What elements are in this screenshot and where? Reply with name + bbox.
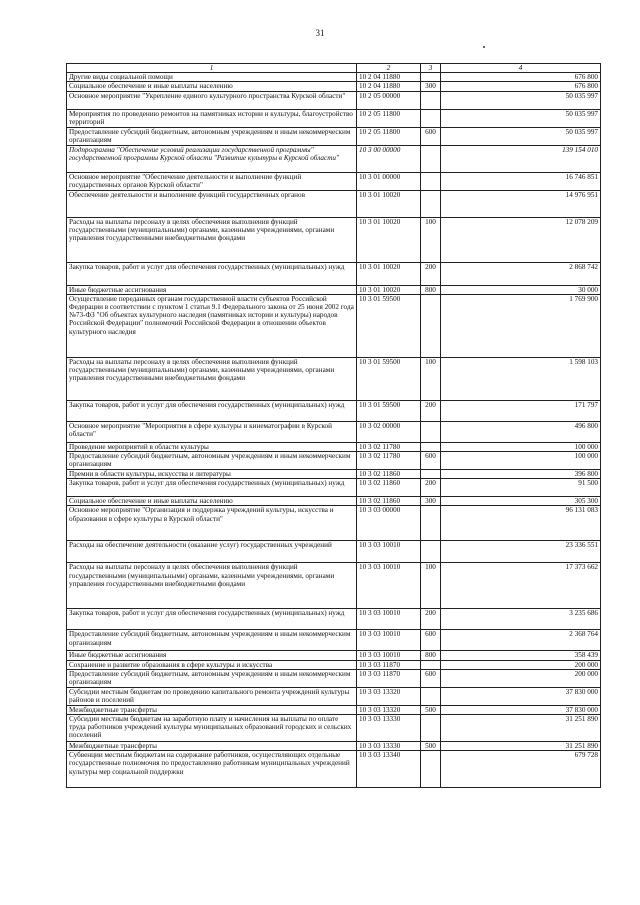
- row-name-cell: Межбюджетные трансферты: [67, 705, 357, 714]
- row-name-cell: Основное мероприятие "Обеспечение деятельности и выполнение функций государственных органов Курской области": [67, 172, 357, 190]
- row-name-cell: Проведение мероприятий в области культуры: [67, 442, 357, 451]
- table-row: [67, 742, 601, 751]
- row-sum-cell: 200 000: [441, 669, 601, 687]
- row-sum-cell: 50 035 997: [441, 109, 601, 127]
- row-code-cell: 10 3 03 10010: [357, 563, 421, 609]
- row-code-cell: 10 2 05 11800: [357, 127, 421, 145]
- budget-table: [66, 63, 601, 788]
- row-code-cell: 10 2 05 11800: [357, 109, 421, 127]
- row-sum-cell: 14 976 951: [441, 190, 601, 217]
- row-vr-cell: 600: [421, 630, 441, 651]
- row-code-cell: 10 3 02 11780: [357, 452, 421, 470]
- table-row: [67, 127, 601, 145]
- table-row: [67, 541, 601, 563]
- row-name-cell: Предоставление субсидий бюджетным, автономным учреждениям и иным некоммерческим организациям: [67, 452, 357, 470]
- row-code-cell: 10 3 03 13330: [357, 742, 421, 751]
- row-name-cell: Субвенции местным бюджетам на содержание работников, осуществляющих отдельные государственные полномочия по предоставлению работникам муниципальных учреждений культуры мер социальной поддержки: [67, 751, 357, 788]
- row-code-cell: 10 3 01 10020: [357, 190, 421, 217]
- row-vr-cell: [421, 541, 441, 563]
- row-vr-cell: [421, 660, 441, 669]
- row-name-cell: Расходы на выплаты персоналу в целях обеспечения выполнения функций государственными (муниципальными) органами, казенными учреждениями, органами управления государственными внебюджетными фондами: [67, 217, 357, 262]
- row-code-cell: 10 3 03 11870: [357, 669, 421, 687]
- table-row: [67, 421, 601, 442]
- row-name-cell: Подпрограмма "Обеспечение условий реализации государственной программы" государственной программы Курской области "Развитие культуры в Курской области": [67, 145, 357, 172]
- row-code-cell: 10 3 03 13320: [357, 705, 421, 714]
- table-row: [67, 442, 601, 451]
- table-row: [67, 497, 601, 506]
- row-vr-cell: [421, 687, 441, 705]
- row-vr-cell: 200: [421, 479, 441, 497]
- table-row: [67, 294, 601, 357]
- row-sum-cell: 2 868 742: [441, 262, 601, 285]
- row-vr-cell: 100: [421, 563, 441, 609]
- row-name-cell: Иные бюджетные ассигнования: [67, 285, 357, 294]
- row-name-cell: Основное мероприятие "Организация и поддержка учреждений культуры, искусства и образования в сфере культуры в Курской области": [67, 506, 357, 541]
- row-name-cell: Осуществление переданных органам государственной власти субъектов Российской Федерации в соответствии с пунктом 1 статьи 9.1 Федерального закона от 25 июня 2002 года №73-ФЗ "Об объектах культурного наследия (памятниках истории и культуры) народов Российской Федерации" полномочий Российской Федерации в отношении объектов культурного наследия: [67, 294, 357, 357]
- row-code-cell: 10 3 03 11870: [357, 660, 421, 669]
- row-vr-cell: [421, 442, 441, 451]
- row-sum-cell: 679 728: [441, 751, 601, 788]
- row-name-cell: Мероприятия по проведению ремонтов на памятниках истории и культуры, благоустройство территорий: [67, 109, 357, 127]
- row-sum-cell: 676 800: [441, 73, 601, 82]
- row-vr-cell: 300: [421, 497, 441, 506]
- table-row: [67, 109, 601, 127]
- row-sum-cell: 96 131 083: [441, 506, 601, 541]
- row-vr-cell: [421, 190, 441, 217]
- row-name-cell: Другие виды социальной помощи: [67, 73, 357, 82]
- row-vr-cell: [421, 109, 441, 127]
- row-code-cell: 10 3 02 11860: [357, 479, 421, 497]
- table-row: [67, 73, 601, 82]
- row-code-cell: 10 3 03 13340: [357, 751, 421, 788]
- row-name-cell: Закупка товаров, работ и услуг для обеспечения государственных (муниципальных) нужд: [67, 609, 357, 630]
- header-col-sum: 4: [441, 64, 601, 73]
- row-code-cell: 10 2 04 11880: [357, 73, 421, 82]
- row-code-cell: 10 3 03 00000: [357, 506, 421, 541]
- row-name-cell: Закупка товаров, работ и услуг для обеспечения государственных (муниципальных) нужд: [67, 479, 357, 497]
- table-header-row: [67, 64, 601, 73]
- table-row: [67, 285, 601, 294]
- header-col-vr: 3: [421, 64, 441, 73]
- row-vr-cell: [421, 715, 441, 742]
- table-row: [67, 400, 601, 421]
- row-name-cell: Социальное обеспечение и иные выплаты населению: [67, 497, 357, 506]
- row-name-cell: Основное мероприятие "Мероприятия в сфере культуры и кинематографии в Курской области": [67, 421, 357, 442]
- row-sum-cell: 50 035 997: [441, 127, 601, 145]
- row-vr-cell: [421, 145, 441, 172]
- row-sum-cell: 100 000: [441, 442, 601, 451]
- row-name-cell: Основное мероприятие "Укрепление единого культурного пространства Курской области": [67, 91, 357, 109]
- row-vr-cell: [421, 73, 441, 82]
- row-vr-cell: [421, 91, 441, 109]
- row-code-cell: 10 3 03 13330: [357, 715, 421, 742]
- row-name-cell: Обеспечение деятельности и выполнение функций государственных органов: [67, 190, 357, 217]
- row-vr-cell: [421, 470, 441, 479]
- table-row: [67, 145, 601, 172]
- row-name-cell: Субсидии местным бюджетам на заработную плату и начисления на выплаты по оплате труда работников учреждений культуры муниципальных образований городских и сельских поселений: [67, 715, 357, 742]
- row-name-cell: Субсидии местным бюджетам по проведению капитального ремонта учреждений культуры районов и поселений: [67, 687, 357, 705]
- table-row: [67, 506, 601, 541]
- table-row: [67, 470, 601, 479]
- row-name-cell: Иные бюджетные ассигнования: [67, 651, 357, 660]
- row-sum-cell: 50 035 997: [441, 91, 601, 109]
- row-code-cell: 10 3 02 11860: [357, 470, 421, 479]
- row-sum-cell: 23 336 551: [441, 541, 601, 563]
- row-name-cell: Расходы на обеспечение деятельности (оказание услуг) государственных учреждений: [67, 541, 357, 563]
- row-sum-cell: 1 769 900: [441, 294, 601, 357]
- row-name-cell: Сохранение и развитие образования в сфере культуры и искусства: [67, 660, 357, 669]
- scan-speck: [483, 46, 485, 48]
- row-vr-cell: 800: [421, 651, 441, 660]
- row-sum-cell: 1 598 103: [441, 357, 601, 400]
- row-name-cell: Социальное обеспечение и иные выплаты населению: [67, 82, 357, 91]
- table-row: [67, 91, 601, 109]
- table-row: [67, 660, 601, 669]
- table-row: [67, 172, 601, 190]
- table-row: [67, 705, 601, 714]
- row-sum-cell: 17 373 662: [441, 563, 601, 609]
- row-sum-cell: 2 368 764: [441, 630, 601, 651]
- row-sum-cell: 12 078 209: [441, 217, 601, 262]
- table-row: [67, 217, 601, 262]
- table-row: [67, 82, 601, 91]
- row-sum-cell: 37 830 000: [441, 687, 601, 705]
- row-sum-cell: 30 000: [441, 285, 601, 294]
- row-code-cell: 10 2 04 11880: [357, 82, 421, 91]
- row-sum-cell: 358 439: [441, 651, 601, 660]
- table-row: [67, 357, 601, 400]
- row-vr-cell: [421, 506, 441, 541]
- row-code-cell: 10 3 01 10020: [357, 217, 421, 262]
- row-code-cell: 10 3 02 11780: [357, 442, 421, 451]
- row-sum-cell: 496 800: [441, 421, 601, 442]
- row-vr-cell: 200: [421, 400, 441, 421]
- table-row: [67, 262, 601, 285]
- row-vr-cell: 100: [421, 217, 441, 262]
- row-code-cell: 10 3 03 10010: [357, 651, 421, 660]
- table-body: [67, 73, 601, 788]
- row-code-cell: 10 3 03 10010: [357, 609, 421, 630]
- row-sum-cell: 171 797: [441, 400, 601, 421]
- row-name-cell: Предоставление субсидий бюджетным, автономным учреждениям и иным некоммерческим организациям: [67, 630, 357, 651]
- row-sum-cell: 305 300: [441, 497, 601, 506]
- row-code-cell: 10 2 05 00000: [357, 91, 421, 109]
- row-sum-cell: 200 000: [441, 660, 601, 669]
- table-row: [67, 609, 601, 630]
- row-sum-cell: 676 800: [441, 82, 601, 91]
- table-row: [67, 715, 601, 742]
- row-sum-cell: 16 746 851: [441, 172, 601, 190]
- row-vr-cell: [421, 751, 441, 788]
- row-sum-cell: 139 154 010: [441, 145, 601, 172]
- header-col-name: 1: [67, 64, 357, 73]
- row-name-cell: Закупка товаров, работ и услуг для обеспечения государственных (муниципальных) нужд: [67, 262, 357, 285]
- table-row: [67, 687, 601, 705]
- row-code-cell: 10 3 03 13320: [357, 687, 421, 705]
- row-vr-cell: 500: [421, 705, 441, 714]
- row-vr-cell: 800: [421, 285, 441, 294]
- row-code-cell: 10 3 01 10020: [357, 262, 421, 285]
- row-vr-cell: 600: [421, 669, 441, 687]
- page-number: 31: [315, 28, 325, 38]
- row-code-cell: 10 3 01 10020: [357, 285, 421, 294]
- row-vr-cell: [421, 172, 441, 190]
- row-name-cell: Закупка товаров, работ и услуг для обеспечения государственных (муниципальных) нужд: [67, 400, 357, 421]
- row-sum-cell: 100 000: [441, 452, 601, 470]
- row-vr-cell: 600: [421, 452, 441, 470]
- row-sum-cell: 31 251 890: [441, 715, 601, 742]
- table-row: [67, 190, 601, 217]
- header-col-code: 2: [357, 64, 421, 73]
- row-vr-cell: 200: [421, 262, 441, 285]
- row-name-cell: Предоставление субсидий бюджетным, автономным учреждениям и иным некоммерческим организациям: [67, 127, 357, 145]
- row-code-cell: 10 3 03 10010: [357, 541, 421, 563]
- row-code-cell: 10 3 01 59500: [357, 294, 421, 357]
- table-row: [67, 452, 601, 470]
- row-code-cell: 10 3 00 00000: [357, 145, 421, 172]
- row-name-cell: Премии в области культуры, искусства и литературы: [67, 470, 357, 479]
- row-name-cell: Предоставление субсидий бюджетным, автономным учреждениям и иным некоммерческим организациям: [67, 669, 357, 687]
- row-code-cell: 10 3 01 59500: [357, 400, 421, 421]
- row-code-cell: 10 3 03 10010: [357, 630, 421, 651]
- row-sum-cell: 396 800: [441, 470, 601, 479]
- row-code-cell: 10 3 01 59500: [357, 357, 421, 400]
- row-sum-cell: 3 235 686: [441, 609, 601, 630]
- table-row: [67, 751, 601, 788]
- row-sum-cell: 91 500: [441, 479, 601, 497]
- row-name-cell: Расходы на выплаты персоналу в целях обеспечения выполнения функций государственными (муниципальными) органами, казенными учреждениями, органами управления государственными внебюджетными фондами: [67, 563, 357, 609]
- row-name-cell: Расходы на выплаты персоналу в целях обеспечения выполнения функций государственными (муниципальными) органами, казенными учреждениями, органами управления государственными внебюджетными фондами: [67, 357, 357, 400]
- row-code-cell: 10 3 02 11860: [357, 497, 421, 506]
- row-vr-cell: [421, 421, 441, 442]
- row-vr-cell: 200: [421, 609, 441, 630]
- row-vr-cell: 100: [421, 357, 441, 400]
- row-vr-cell: 300: [421, 82, 441, 91]
- row-vr-cell: 600: [421, 127, 441, 145]
- table-row: [67, 563, 601, 609]
- table-row: [67, 479, 601, 497]
- row-name-cell: Межбюджетные трансферты: [67, 742, 357, 751]
- row-vr-cell: 500: [421, 742, 441, 751]
- table-row: [67, 630, 601, 651]
- row-sum-cell: 37 830 000: [441, 705, 601, 714]
- row-sum-cell: 31 251 890: [441, 742, 601, 751]
- row-code-cell: 10 3 01 00000: [357, 172, 421, 190]
- row-vr-cell: [421, 294, 441, 357]
- table-row: [67, 669, 601, 687]
- row-code-cell: 10 3 02 00000: [357, 421, 421, 442]
- table-row: [67, 651, 601, 660]
